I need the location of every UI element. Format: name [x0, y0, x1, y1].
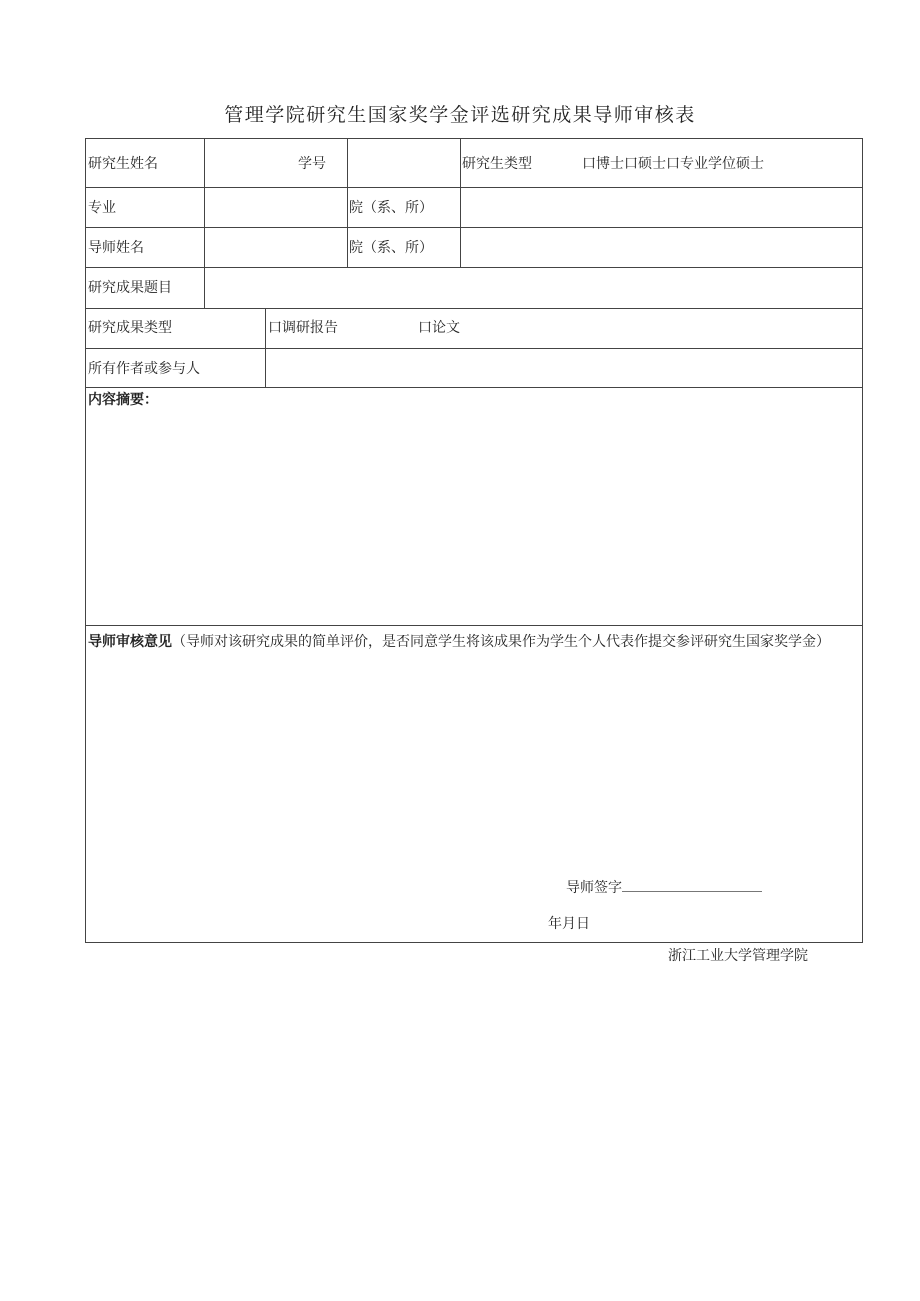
advisor-opinion-text — [88, 632, 860, 652]
advisor-opinion-note: （导师对该研究成果的简单评价，是否同意学生将该成果作为学生个人代表作提交参评研究生国家奖学金） — [172, 634, 830, 650]
student-type-options[interactable]: 口博士口硕士口专业学位硕士 — [582, 156, 764, 172]
student-dept-label: 院（系、所） — [349, 200, 433, 216]
advisor-signature — [566, 877, 762, 897]
advisor-signature-label: 导师签字 — [566, 880, 622, 896]
date-label: 年月日 — [548, 916, 590, 932]
review-form-table — [85, 138, 863, 943]
advisor-dept-label: 院（系、所） — [349, 240, 433, 256]
major-label: 专业 — [88, 200, 116, 216]
footer-institution: 浙江工业大学管理学院 — [668, 948, 808, 964]
advisor-opinion-label: 导师审核意见 — [88, 634, 172, 650]
form-title: 管理学院研究生国家奖学金评选研究成果导师审核表 — [224, 104, 696, 126]
research-topic-label: 研究成果题目 — [88, 280, 172, 296]
advisor-name-label: 导师姓名 — [88, 240, 144, 256]
advisor-signature-line[interactable] — [622, 877, 762, 892]
result-type-report-option[interactable]: 口调研报告 — [268, 320, 338, 336]
authors-label: 所有作者或参与人 — [88, 361, 200, 377]
abstract-label: 内容摘要： — [88, 392, 158, 408]
result-type-paper-option[interactable]: 口论文 — [418, 320, 460, 336]
student-name-label: 研究生姓名 — [88, 156, 158, 172]
student-type-label: 研究生类型 — [462, 156, 532, 172]
student-id-label: 学号 — [298, 156, 326, 172]
result-type-label: 研究成果类型 — [88, 320, 172, 336]
